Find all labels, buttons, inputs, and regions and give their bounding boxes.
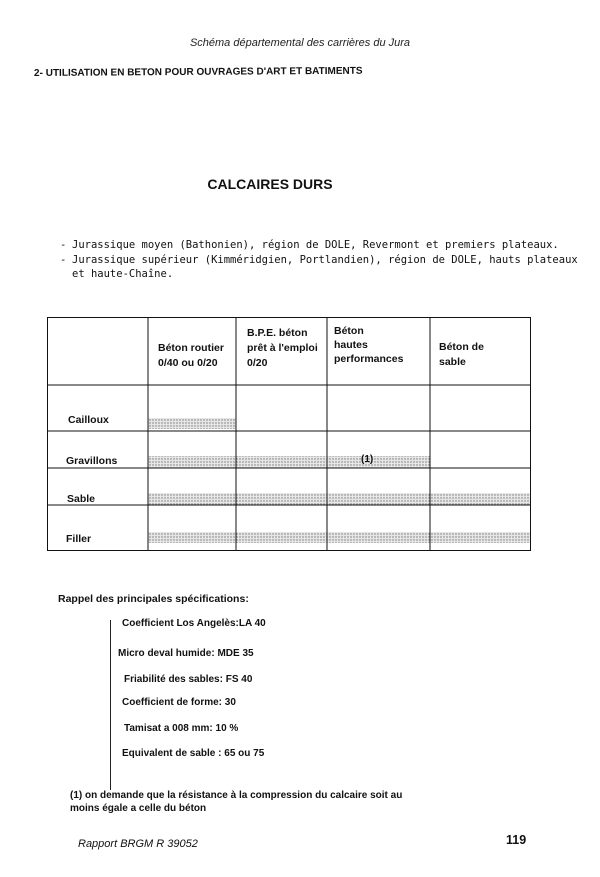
list-item: - Jurassique moyen (Bathonien), région de DOLE, Revermont et premiers plateaux. xyxy=(60,239,559,251)
note-mark: (1) xyxy=(361,454,374,465)
column-header-hautes-performances: Béton hautes performances xyxy=(334,325,404,365)
page-title: CALCAIRES DURS xyxy=(207,176,333,192)
list-item: - Jurassique supérieur (Kimméridgien, Portlandien), région de DOLE, hauts plateaux et haute-Chaîne. xyxy=(60,253,578,280)
row-header-gravillons: Gravillons xyxy=(66,455,118,467)
shade-gravillons-col2 xyxy=(236,456,327,468)
shade-filler-col1 xyxy=(148,532,236,543)
spec-item: Equivalent de sable : 65 ou 75 xyxy=(122,748,265,759)
report-reference: Rapport BRGM R 39052 xyxy=(78,838,198,850)
row-header-filler: Filler xyxy=(66,533,92,545)
column-header-beton-routier: Béton routier 0/40 ou 0/20 xyxy=(158,342,224,369)
bullet-text: Jurassique moyen (Bathonien), région de DOLE, Revermont et premiers plateaux. xyxy=(72,239,559,251)
page-number: 119 xyxy=(506,833,527,847)
shade-filler-col2 xyxy=(236,532,327,543)
usage-table xyxy=(47,317,531,551)
bullet-list xyxy=(60,238,580,282)
running-title: Schéma départemental des carrières du Jura xyxy=(189,37,411,49)
shade-filler-col4 xyxy=(430,532,530,543)
spec-item: Coefficient de forme: 30 xyxy=(122,697,236,708)
shade-gravillons-col3 xyxy=(327,456,430,468)
column-header-beton-de-sable: Béton de sable xyxy=(439,341,484,368)
spec-item: Micro deval humide: MDE 35 xyxy=(118,648,254,659)
shade-filler-col3 xyxy=(327,532,430,543)
specs-bracket-line xyxy=(110,620,111,790)
specs-title: Rappel des principales spécifications: xyxy=(58,593,249,605)
footnote: (1) on demande que la résistance à la compression du calcaire soit au moins égale a celle du béton xyxy=(70,790,403,814)
spec-item: Friabilité des sables: FS 40 xyxy=(124,674,253,685)
shade-sable-row xyxy=(148,493,530,505)
bullet-text: Jurassique supérieur (Kimméridgien, Portlandien), région de DOLE, hauts plateaux et haute-Chaîne. xyxy=(72,253,578,280)
column-header-bpe: B.P.E. béton prêt à l'emploi 0/20 xyxy=(247,327,318,369)
shade-gravillons-col1 xyxy=(148,456,236,468)
spec-item: Tamisat a 008 mm: 10 % xyxy=(124,723,239,734)
row-header-sable: Sable xyxy=(67,493,96,505)
spec-item: Coefficient Los Angelès:LA 40 xyxy=(122,618,266,629)
row-header-cailloux: Cailloux xyxy=(68,414,109,426)
shade-cailloux-col1 xyxy=(148,418,236,429)
section-title: 2- UTILISATION EN BETON POUR OUVRAGES D'ART ET BATIMENTS xyxy=(34,65,363,79)
running-header xyxy=(0,37,600,49)
